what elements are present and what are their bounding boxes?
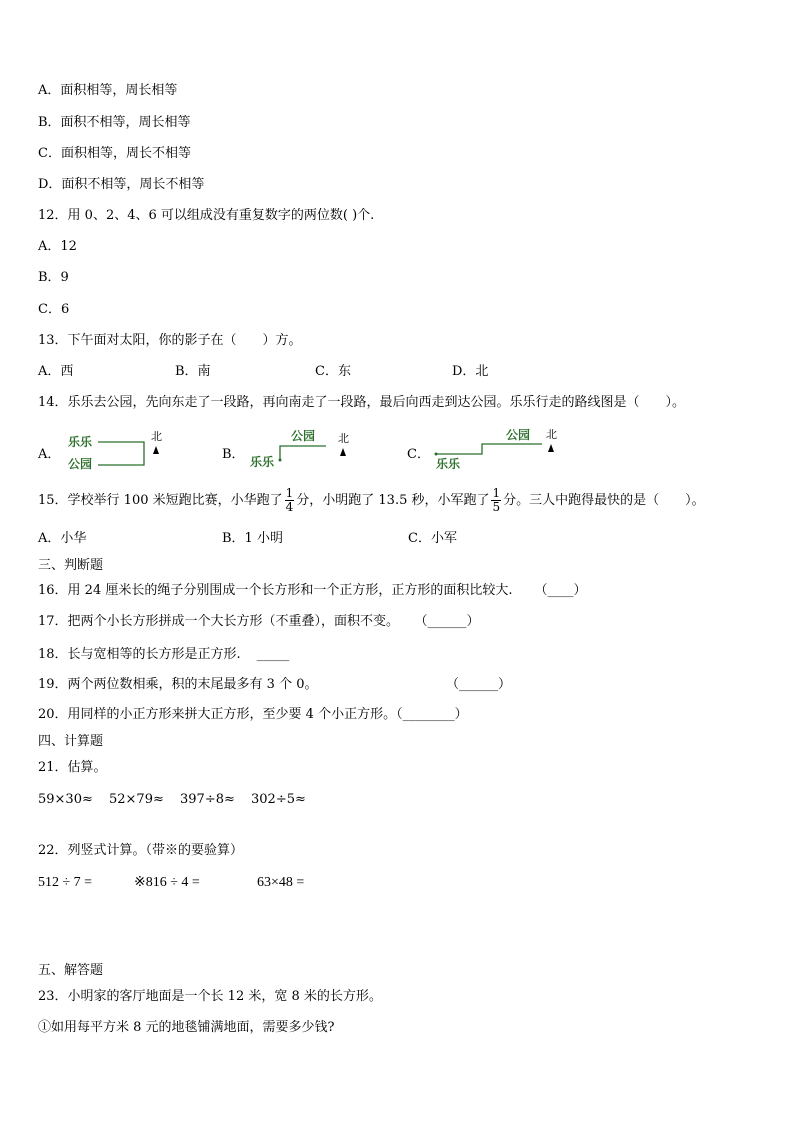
- q15-option-c: C．小军: [408, 531, 457, 546]
- q14-c-route-path: [436, 444, 542, 454]
- q11-option-d: D．面积不相等，周长不相等: [38, 177, 205, 192]
- q15-option-b: B．1 小明: [222, 531, 283, 546]
- q11-option-c: C．面积相等，周长不相等: [38, 146, 191, 161]
- q15-fraction-1-denominator: 4: [285, 500, 294, 514]
- judge-20-text: 20．用同样的小正方形来拼大正方形，至少要 4 个小正方形。: [38, 707, 397, 722]
- q14-b-park-label: 公园: [291, 429, 316, 443]
- q13-option-b: B．南: [175, 364, 211, 379]
- judge-18: [38, 647, 289, 663]
- judge-17: [38, 614, 480, 630]
- judge-17-text: 17．把两个小长方形拼成一个大长方形（不重叠），面积不变。: [38, 614, 400, 629]
- judge-19-answer-blank: （______）: [446, 677, 512, 692]
- section-3-heading: 三、判断题: [38, 558, 104, 573]
- q15-stem-part-c: 分。三人中跑得最快的是（ ）。: [503, 493, 705, 508]
- q14-b-route-path: [280, 446, 326, 460]
- q21-item-3: 397÷8≈: [180, 792, 235, 807]
- section-4-heading: 四、计算题: [38, 734, 104, 749]
- judge-18-answer-blank: _____: [256, 647, 290, 662]
- q11-option-b: B．面积不相等，周长相等: [38, 115, 191, 130]
- judge-17-answer-blank: （______）: [421, 614, 480, 629]
- q12-option-b: B．9: [38, 270, 69, 285]
- q21-stem: 21．估算。: [38, 760, 107, 775]
- section-5-heading: 五、解答题: [38, 963, 104, 978]
- q22-item-3: 63×48 =: [257, 875, 305, 890]
- q14-stem: 14．乐乐去公园，先向东走了一段路，再向南走了一段路，最后向西走到达公园。乐乐行走的路线图是（ ）。: [38, 395, 686, 410]
- q12-option-a: A．12: [38, 239, 77, 254]
- q21-item-2: 52×79≈: [109, 792, 164, 807]
- q12-stem: 12．用 0、2、4、6 可以组成没有重复数字的两位数( )个.: [38, 208, 375, 223]
- q13-option-d: D．北: [452, 364, 489, 379]
- q14-a-route-path: [98, 442, 144, 465]
- q14-a-lele-label: 乐乐: [68, 435, 93, 449]
- q15-stem-part-a: 15．学校举行 100 米短跑比赛，小华跑了: [38, 493, 283, 508]
- q14-a-north-arrow-icon: [153, 446, 159, 454]
- q14-b-north-arrow-icon: [340, 448, 346, 456]
- q15-fraction-2-numerator: 1: [492, 486, 501, 500]
- judge-16: [38, 583, 587, 599]
- q15-fraction-1: [285, 487, 295, 514]
- judge-20-answer-blank: （________）: [396, 707, 468, 722]
- q23-stem: 23．小明家的客厅地面是一个长 12 米，宽 8 米的长方形。: [38, 989, 382, 1004]
- q14-b-lele-label: 乐乐: [250, 455, 275, 469]
- q14-c-lele-label: 乐乐: [436, 457, 461, 471]
- q14-c-north-label: 北: [546, 428, 557, 441]
- q14-c-park-label: 公园: [506, 428, 531, 442]
- q14-route-b-diagram: [246, 426, 366, 476]
- q15-fraction-2-denominator: 5: [492, 500, 501, 514]
- q14-c-north-arrow-icon: [548, 444, 554, 452]
- q21-item-1: 59×30≈: [38, 792, 93, 807]
- q15-fraction-1-numerator: 1: [285, 486, 294, 500]
- q21-item-4: 302÷5≈: [251, 792, 306, 807]
- q13-option-a: A．西: [38, 364, 74, 379]
- q14-b-north-label: 北: [338, 432, 349, 445]
- q14-c-start-dot: [435, 453, 438, 456]
- q14-option-b-letter: B．: [222, 447, 245, 462]
- q23-subquestion-1: ①如用每平方米 8 元的地毯铺满地面，需要多少钱?: [38, 1020, 335, 1035]
- judge-19-text: 19．两个两位数相乘，积的末尾最多有 3 个 0。: [38, 677, 318, 692]
- q12-option-c: C．6: [38, 302, 70, 317]
- q22-item-1: 512 ÷ 7 =: [38, 875, 93, 890]
- q15-option-a: A．小华: [38, 531, 87, 546]
- q15-stem-part-b: 分，小明跑了 13.5 秒，小军跑了: [296, 493, 490, 508]
- q13-option-c: C．东: [315, 364, 351, 379]
- q15-stem: [38, 486, 705, 516]
- judge-18-text: 18．长与宽相等的长方形是正方形.: [38, 647, 241, 662]
- q14-option-c-letter: C．: [407, 447, 430, 462]
- q11-option-a: A．面积相等，周长相等: [38, 83, 178, 98]
- q14-route-a-diagram: [66, 426, 176, 476]
- q14-option-a-letter: A．: [38, 447, 61, 462]
- q22-item-2: ※816 ÷ 4 =: [134, 875, 200, 890]
- judge-20: [38, 707, 468, 723]
- q14-route-c-diagram: [430, 424, 570, 474]
- judge-16-text: 16．用 24 厘米长的绳子分别围成一个长方形和一个正方形，正方形的面积比较大.: [38, 583, 513, 598]
- q14-b-start-dot: [279, 459, 282, 462]
- judge-19: [38, 677, 512, 693]
- judge-16-answer-blank: （____）: [534, 583, 587, 598]
- q13-stem: 13．下午面对太阳，你的影子在（ ）方。: [38, 333, 302, 348]
- q14-a-park-label: 公园: [68, 457, 93, 471]
- q14-a-north-label: 北: [151, 430, 162, 443]
- q15-fraction-2: [491, 487, 501, 514]
- q22-stem: 22．列竖式计算。（带※的要验算）: [38, 843, 244, 858]
